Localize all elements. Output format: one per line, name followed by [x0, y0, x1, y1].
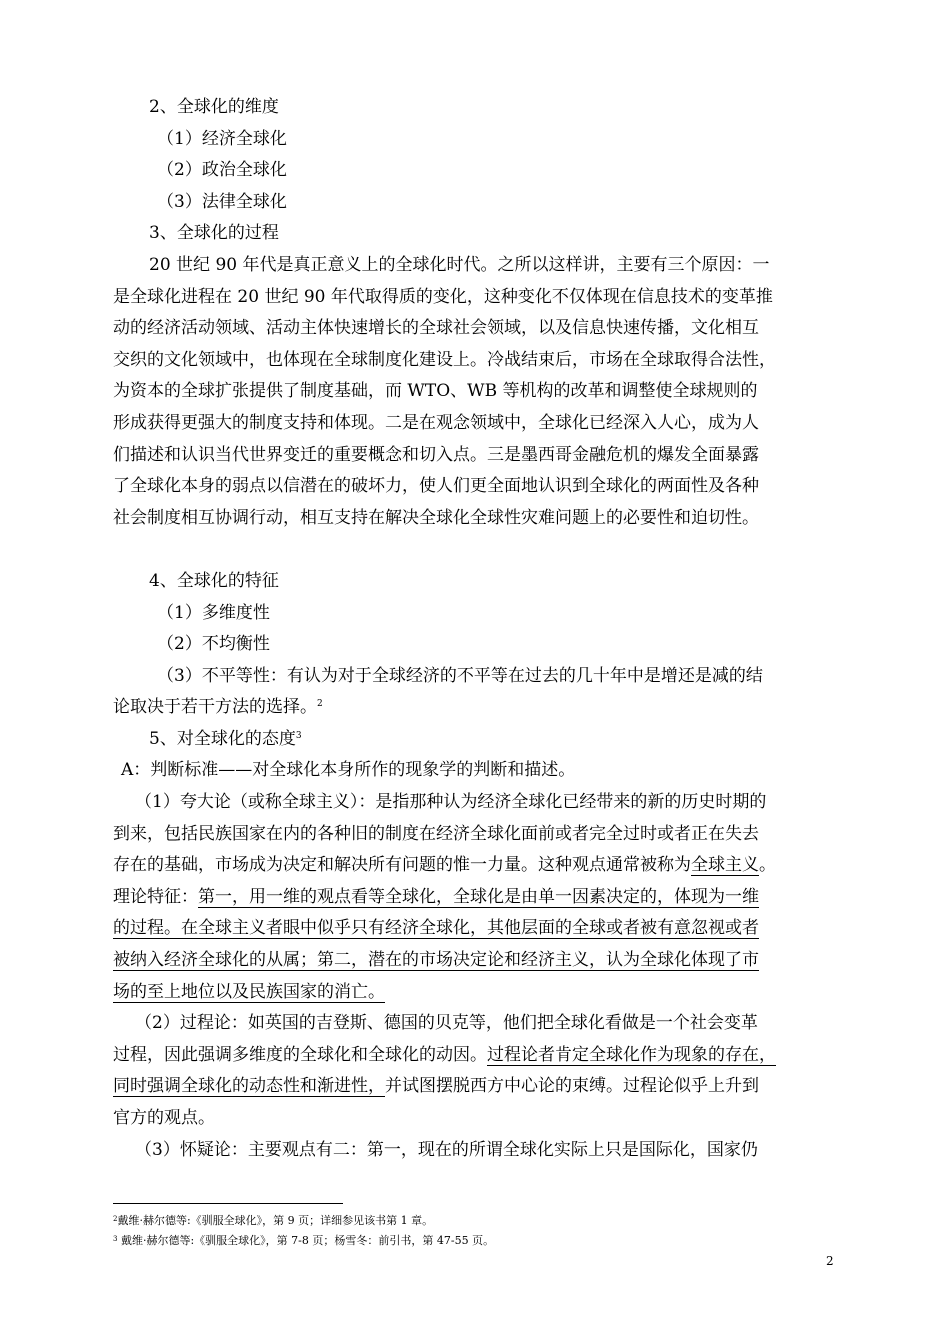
section-heading-features: 4、全球化的特征 [149, 570, 279, 591]
underlined-text: 过程论者肯定全球化作为现象的存在， [487, 1044, 776, 1065]
plain-text: 。 [759, 855, 776, 876]
body-text [113, 92, 836, 1166]
paragraph-line [113, 850, 836, 882]
section-heading-attitudes [113, 724, 836, 756]
footnote-separator [113, 1203, 343, 1204]
footnote-mark-2: 2 [113, 1215, 118, 1223]
paragraph-line: 了全球化本身的弱点以信潜在的破坏力，使人们更全面地认识到全球化的两面性及各种 [113, 476, 759, 497]
list-item-legal: （3）法律全球化 [157, 191, 287, 212]
underlined-text: 同时强调全球化的动态性和渐进性， [113, 1076, 385, 1097]
plain-text: 过程，因此强调多维度的全球化和全球化的动因。 [113, 1044, 487, 1065]
footnote-2 [113, 1210, 836, 1230]
paragraph-line [113, 1040, 836, 1072]
attitudes-heading-text: 5、对全球化的态度 [149, 728, 296, 749]
underlined-text: 场的至上地位以及民族国家的消亡。 [113, 981, 385, 1002]
footnote-text-3: 戴维·赫尔德等:《驯服全球化》，第 7-8 页；杨雪冬：前引书，第 47-55 页。 [117, 1234, 495, 1247]
footnote-ref-3[interactable]: 3 [295, 730, 302, 741]
paragraph-line [113, 692, 836, 724]
paragraph-line [113, 977, 836, 1009]
plain-text: 并试图摆脱西方中心论的束缚。过程论似乎上升到 [385, 1076, 759, 1097]
underlined-text: 的过程。在全球主义者眼中似乎只有经济全球化，其他层面的全球或者被有意忽视或者 [113, 918, 759, 939]
inequality-text: 论取决于若干方法的选择。 [113, 697, 317, 718]
process-theory-paragraph [113, 1008, 836, 1134]
underlined-term: 全球主义 [691, 855, 759, 876]
paragraph-line [113, 882, 836, 914]
skepticism-line: （3）怀疑论：主要观点有二：第一，现在的所谓全球化实际上只是国际化，国家仍 [135, 1139, 758, 1160]
blank-line [113, 534, 836, 566]
footnote-3 [113, 1230, 836, 1250]
paragraph-line: 20 世纪 90 年代是真正意义上的全球化时代。之所以这样讲，主要有三个原因：一 [149, 254, 770, 275]
paragraph-line: 到来，包括民族国家在内的各种旧的制度在经济全球化面前或者完全过时或者正在失去 [113, 823, 759, 844]
list-item-multidimensional: （1）多维度性 [157, 602, 270, 623]
paragraph-line: （2）过程论：如英国的吉登斯、德国的贝克等，他们把全球化看做是一个社会变革 [135, 1013, 758, 1034]
list-item-political: （2）政治全球化 [157, 160, 287, 181]
paragraph-line: （1）夸大论（或称全球主义）：是指那种认为经济全球化已经带来的新的历史时期的 [135, 792, 767, 813]
page-number: 2 [826, 1254, 834, 1268]
plain-text: 理论特征： [113, 886, 198, 907]
footnote-mark-3: 3 [113, 1235, 118, 1243]
footnote-ref-2[interactable]: 2 [317, 699, 323, 710]
list-item-unbalanced: （2）不均衡性 [157, 634, 270, 655]
paragraph-line [113, 945, 836, 977]
section-heading-process: 3、全球化的过程 [149, 223, 279, 244]
paragraph-line: 形成获得更强大的制度支持和体现。二是在观念领域中，全球化已经深入人心，成为人 [113, 412, 759, 433]
paragraph-line: 社会制度相互协调行动，相互支持在解决全球化全球性灾难问题上的必要性和迫切性。 [113, 507, 759, 528]
list-item-economic: （1）经济全球化 [157, 128, 287, 149]
paragraph-line: 官方的观点。 [113, 1108, 215, 1128]
paragraph-line: 动的经济活动领域、活动主体快速增长的全球社会领域，以及信息快速传播，文化相互 [113, 318, 759, 339]
paragraph-line [113, 913, 836, 945]
footnote-text-2: 戴维·赫尔德等:《驯服全球化》，第 9 页；详细参见该书第 1 章。 [117, 1214, 434, 1227]
plain-text: 存在的基础，市场成为决定和解决所有问题的惟一力量。这种观点通常被称为 [113, 855, 691, 876]
underlined-text: 被纳入经济全球化的从属；第二，潜在的市场决定论和经济主义，认为全球化体现了市 [113, 950, 759, 971]
list-item-inequality: （3）不平等性：有认为对于全球经济的不平等在过去的几十年中是增还是减的结 [157, 665, 763, 686]
criterion-line: A：判断标准——对全球化本身所作的现象学的判断和描述。 [121, 760, 576, 781]
paragraph-line: 为资本的全球扩张提供了制度基础，而 WTO、WB 等机构的改革和调整使全球规则的 [113, 381, 758, 402]
section-heading-dimensions: 2、全球化的维度 [149, 97, 279, 117]
paragraph-line: 交织的文化领域中，也体现在全球制度化建设上。冷战结束后，市场在全球取得合法性， [113, 349, 776, 370]
paragraph-line: 是全球化进程在 20 世纪 90 年代取得质的变化，这种变化不仅体现在信息技术的变革推 [113, 286, 773, 307]
process-paragraph [113, 250, 836, 534]
footnotes [113, 1210, 836, 1250]
underlined-text: 第一，用一维的观点看等全球化，全球化是由单一因素决定的，体现为一维 [198, 886, 759, 907]
paragraph-line: 们描述和认识当代世界变迁的重要概念和切入点。三是墨西哥金融危机的爆发全面暴露 [113, 444, 759, 465]
paragraph-line [113, 1071, 836, 1103]
exaggeration-paragraph [113, 787, 836, 1008]
